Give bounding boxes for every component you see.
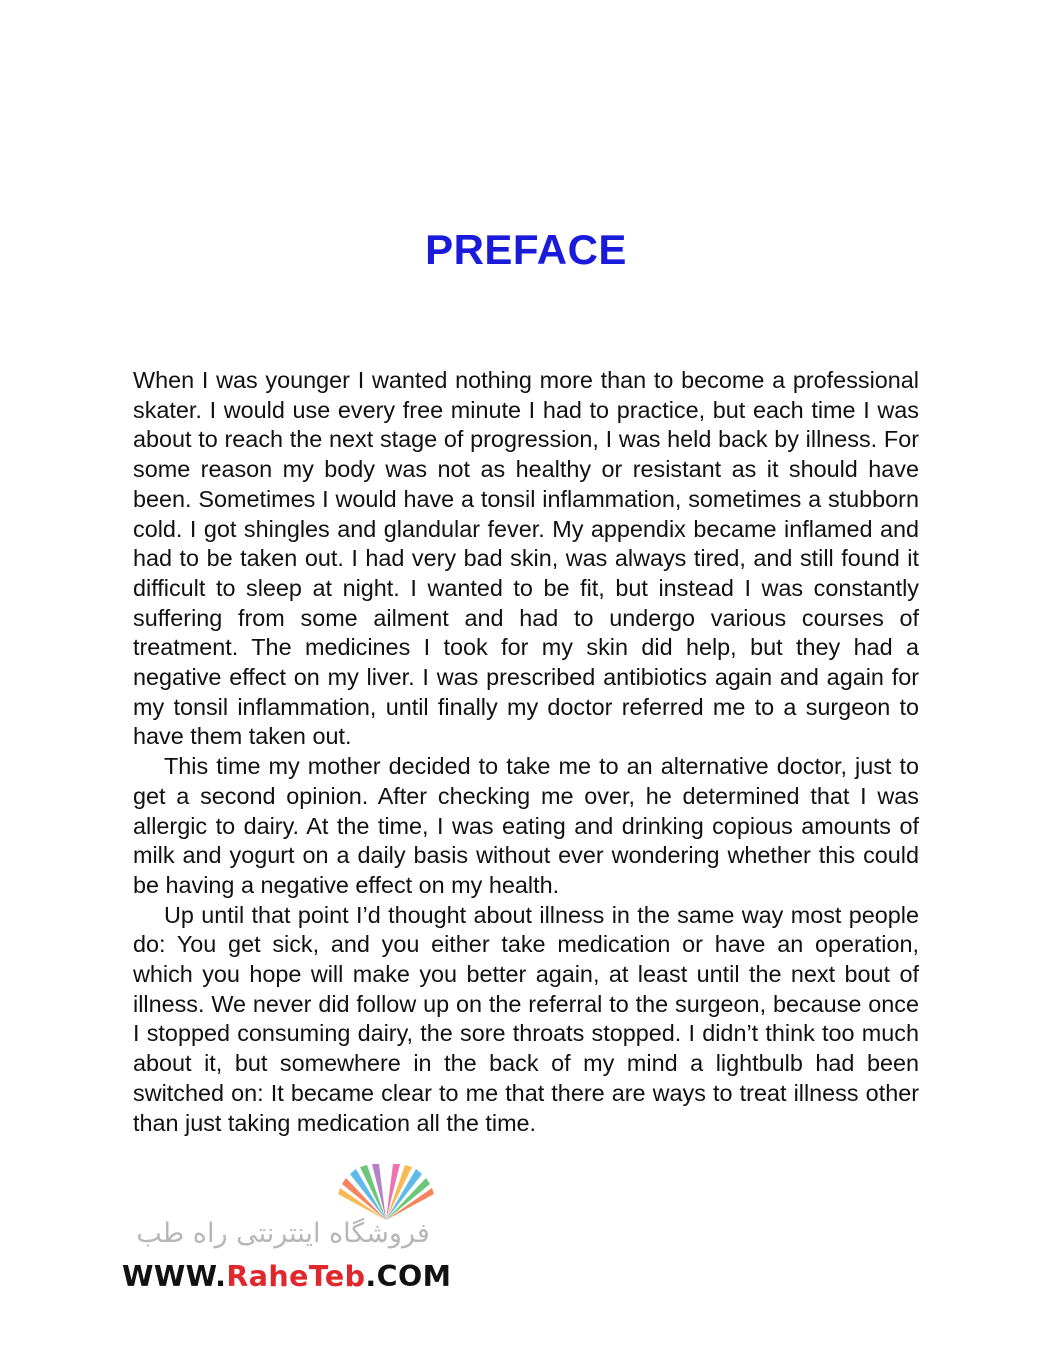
preface-body [133,366,919,1138]
watermark-persian-text: فروشگاه اینترنتی راه طب [136,1218,430,1249]
paragraph-1: When I was younger I wanted nothing more than to become a professional skater. I would use every free minute I had to practice, but each time I was about to reach the next stage of progression, I was held back by illness. For some reason my body was not as healthy or resistant as it should have been. Sometimes I would have a tonsil inflammation, sometimes a stubborn cold. I got shingles and glandular fever. My appendix became inflamed and had to be taken out. I had very bad skin, was always tired, and still found it difficult to sleep at night. I wanted to be fit, but instead I was constantly suffering from some ailment and had to undergo various courses of treatment. The medicines I took for my skin did help, but they had a negative effect on my liver. I was prescribed antibiotics again and again for my tonsil inflammation, until finally my doctor referred me to a surgeon to have them taken out. [133,367,919,750]
watermark-url [122,1260,451,1293]
watermark-url-suffix: .COM [365,1260,452,1293]
watermark-url-prefix: WWW. [122,1260,227,1293]
page-title: PREFACE [425,226,627,273]
paragraph-3: Up until that point I’d thought about illness in the same way most people do: You get sick, and you either take medication or have an operation, which you hope will make you better again, at least until the next bout of illness. We never did follow up on the referral to the surgeon, because once I stopped consuming dairy, the sore throats stopped. I didn’t think too much about it, but somewhere in the back of my mind a lightbulb had been switched on: It became clear to me that there are ways to treat illness other than just taking medication all the time. [133,901,919,1136]
raheteb-watermark [118,1164,452,1304]
paragraph-2: This time my mother decided to take me to an alternative doctor, just to get a second opinion. After checking me over, he determined that I was allergic to dairy. At the time, I was eating and drinking copious amounts of milk and yogurt on a daily basis without ever wondering whether this could be having a negative effect on my health. [133,753,919,898]
open-book-icon [330,1164,442,1224]
watermark-url-brand: RaheTeb [226,1260,366,1293]
